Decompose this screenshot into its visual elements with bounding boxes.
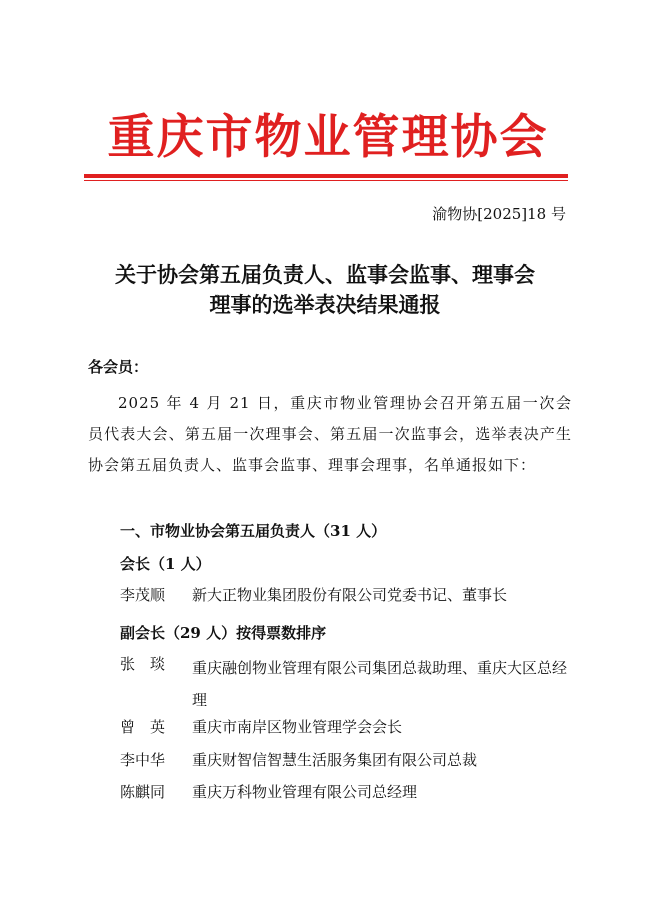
masthead-title: 重庆市物业管理协会 (107, 110, 549, 165)
person-entry (120, 780, 576, 804)
person-entry (120, 715, 576, 739)
section-heading-leaders: 一、市物业协会第五届负责人（31 人） (120, 522, 387, 540)
masthead-rule-thick (84, 174, 568, 178)
document-title-line-2: 理事的选举表决结果通报 (209, 292, 441, 317)
masthead-rule-thin (84, 180, 568, 181)
vice-president-heading: 副会长（29 人）按得票数排序 (120, 624, 327, 642)
person-name: 曾 英 (120, 718, 166, 736)
person-entry (120, 652, 576, 716)
person-position: 新大正物业集团股份有限公司党委书记、董事长 (192, 586, 508, 604)
president-heading: 会长（1 人） (120, 555, 211, 573)
salutation: 各会员： (88, 358, 149, 376)
person-name: 陈麒同 (120, 783, 166, 801)
person-name: 张 琰 (120, 655, 166, 673)
person-name: 李茂顺 (120, 586, 166, 604)
person-entry (120, 748, 576, 772)
document-number: 渝物协[2025]18 号 (432, 205, 566, 223)
person-name: 李中华 (120, 751, 166, 769)
person-entry (120, 583, 576, 607)
person-position: 重庆市南岸区物业管理学会会长 (192, 718, 403, 736)
body-paragraph: 2025 年 4 月 21 日，重庆市物业管理协会召开第五届一次会员代表大会、第五届一次理事会、第五届一次监事会，选举表决产生协会第五届负责人、监事会监事、理事会理事，名单通报如下： (88, 394, 572, 474)
person-position: 重庆融创物业管理有限公司集团总裁助理、重庆大区总经理 (192, 659, 568, 709)
person-position: 重庆财智信智慧生活服务集团有限公司总裁 (192, 751, 478, 769)
person-position: 重庆万科物业管理有限公司总经理 (192, 783, 418, 801)
document-title-line-1: 关于协会第五届负责人、监事会监事、理事会 (115, 262, 535, 287)
